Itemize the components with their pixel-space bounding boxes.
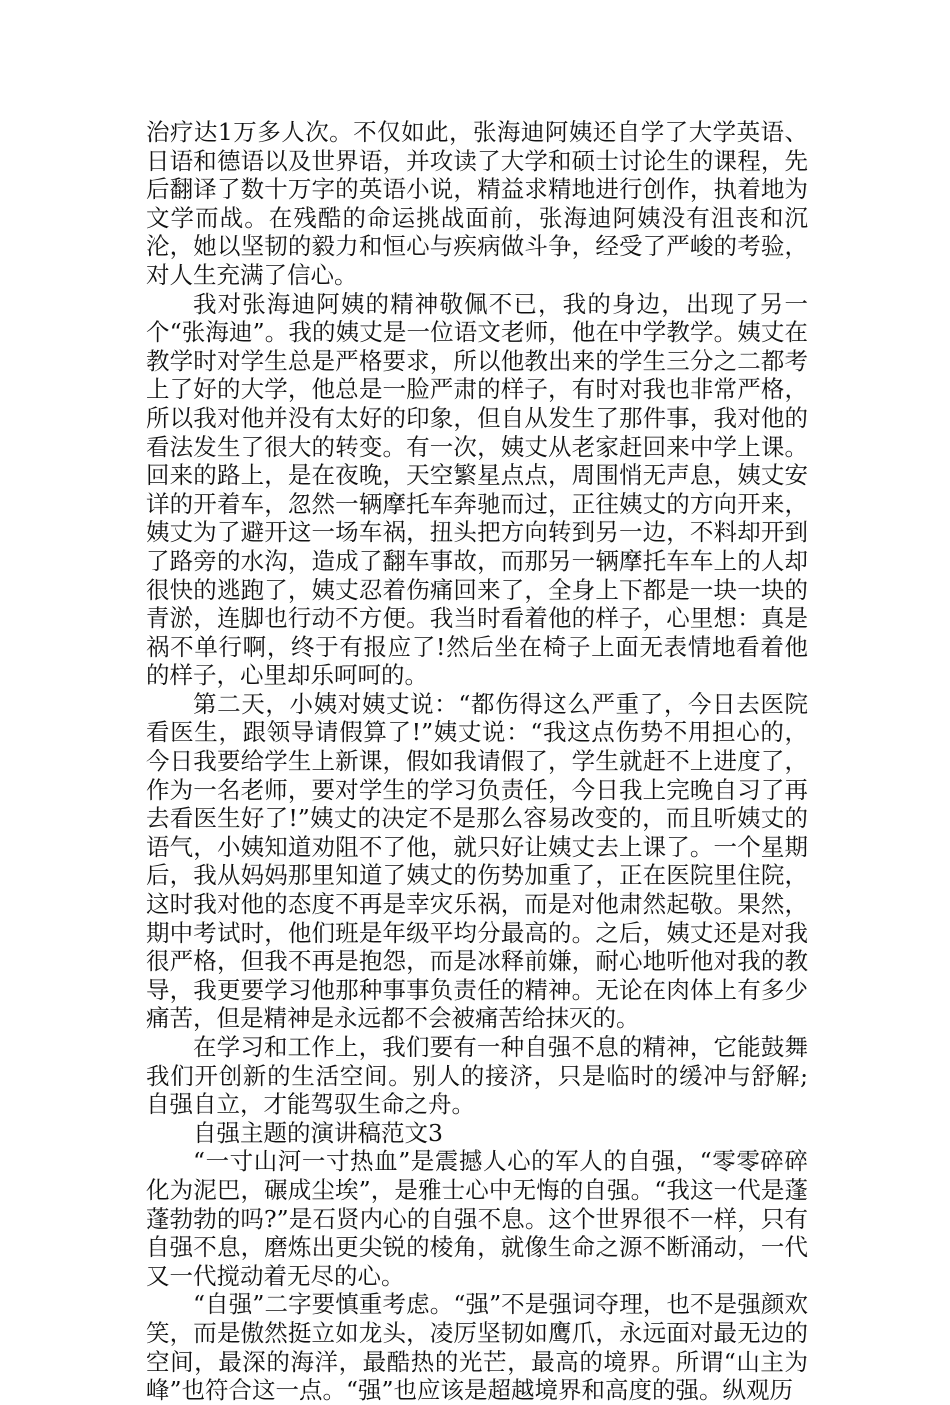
paragraph-2: 我对张海迪阿姨的精神敬佩不已，我的身边，出现了另一个“张海迪”。我的姨丈是一位语文老师，他在中学教学。姨丈在教学时对学生总是严格要求，所以他教出来的学生三分之二都考上了好的大学，他总是一脸严肃的样子，有时对我也非常严格，所以我对他并没有太好的印象，但自从发生了那件事，我对他的看法发生了很大的转变。有一次，姨丈从老家赶回来中学上课。回来的路上，是在夜晚，天空繁星点点，周围悄无声息，姨丈安详的开着车，忽然一辆摩托车奔驰而过，正往姨丈的方向开来，姨丈为了避开这一场车祸，扭头把方向转到另一边，不料却开到了路旁的水沟，造成了翻车事故，而那另一辆摩托车车上的人却很快的逃跑了，姨丈忍着伤痛回来了，全身上下都是一块一块的青淤，连脚也行动不方便。我当时看着他的样子，心里想：真是祸不单行啊，终于有报应了!然后坐在椅子上面无表情地看着他的样子，心里却乐呵呵的。 — [146, 289, 808, 690]
paragraph-3: 第二天，小姨对姨丈说：“都伤得这么严重了，今日去医院看医生，跟领导请假算了!”姨丈说：“我这点伤势不用担心的，今日我要给学生上新课，假如我请假了，学生就赶不上进度了，作为一名老师，要对学生的学习负责任，今日我上完晚自习了再去看医生好了!”姨丈的决定不是那么容易改变的，而且听姨丈的语气，小姨知道劝阻不了他，就只好让姨丈去上课了。一个星期后，我从妈妈那里知道了姨丈的伤势加重了，正在医院里住院，这时我对他的态度不再是幸灾乐祸，而是对他肃然起敬。果然，期中考试时，他们班是年级平均分最高的。之后，姨丈还是对我很严格，但我不再是抱怨，而是冰释前嫌，耐心地听他对我的教导，我更要学习他那种事事负责任的精神。无论在肉体上有多少痛苦，但是精神是永远都不会被痛苦给抹灭的。 — [146, 689, 808, 1033]
paragraph-1: 治疗达1万多人次。不仅如此，张海迪阿姨还自学了大学英语、日语和德语以及世界语，并攻读了大学和硕士讨论生的课程，先后翻译了数十万字的英语小说，精益求精地进行创作，执着地为文学而战。在残酷的命运挑战面前，张海迪阿姨没有沮丧和沉沦，她以坚韧的毅力和恒心与疾病做斗争，经受了严峻的考验，对人生充满了信心。 — [146, 118, 808, 289]
paragraph-4: 在学习和工作上，我们要有一种自强不息的精神，它能鼓舞我们开创新的生活空间。别人的接济，只是临时的缓冲与舒解;自强自立，才能驾驭生命之舟。 — [146, 1033, 808, 1119]
paragraph-6: “自强”二字要慎重考虑。“强”不是强词夺理，也不是强颜欢笑，而是傲然挺立如龙头，凌厉坚韧如鹰爪，永远面对最无边的空间，最深的海洋，最酷热的光芒，最高的境界。所谓“山主为峰”也符合这一点。“强”也应该是超越境界和高度的强。纵观历 — [146, 1290, 808, 1405]
document-page — [146, 118, 808, 1405]
paragraph-5: “一寸山河一寸热血”是震撼人心的军人的自强，“零零碎碎化为泥巴，碾成尘埃”，是雅士心中无悔的自强。“我这一代是蓬蓬勃勃的吗?”是石贤内心的自强不息。这个世界很不一样，只有自强不息，磨炼出更尖锐的棱角，就像生命之源不断涌动，一代又一代搅动着无尽的心。 — [146, 1147, 808, 1290]
section-heading: 自强主题的演讲稿范文3 — [193, 1118, 443, 1147]
